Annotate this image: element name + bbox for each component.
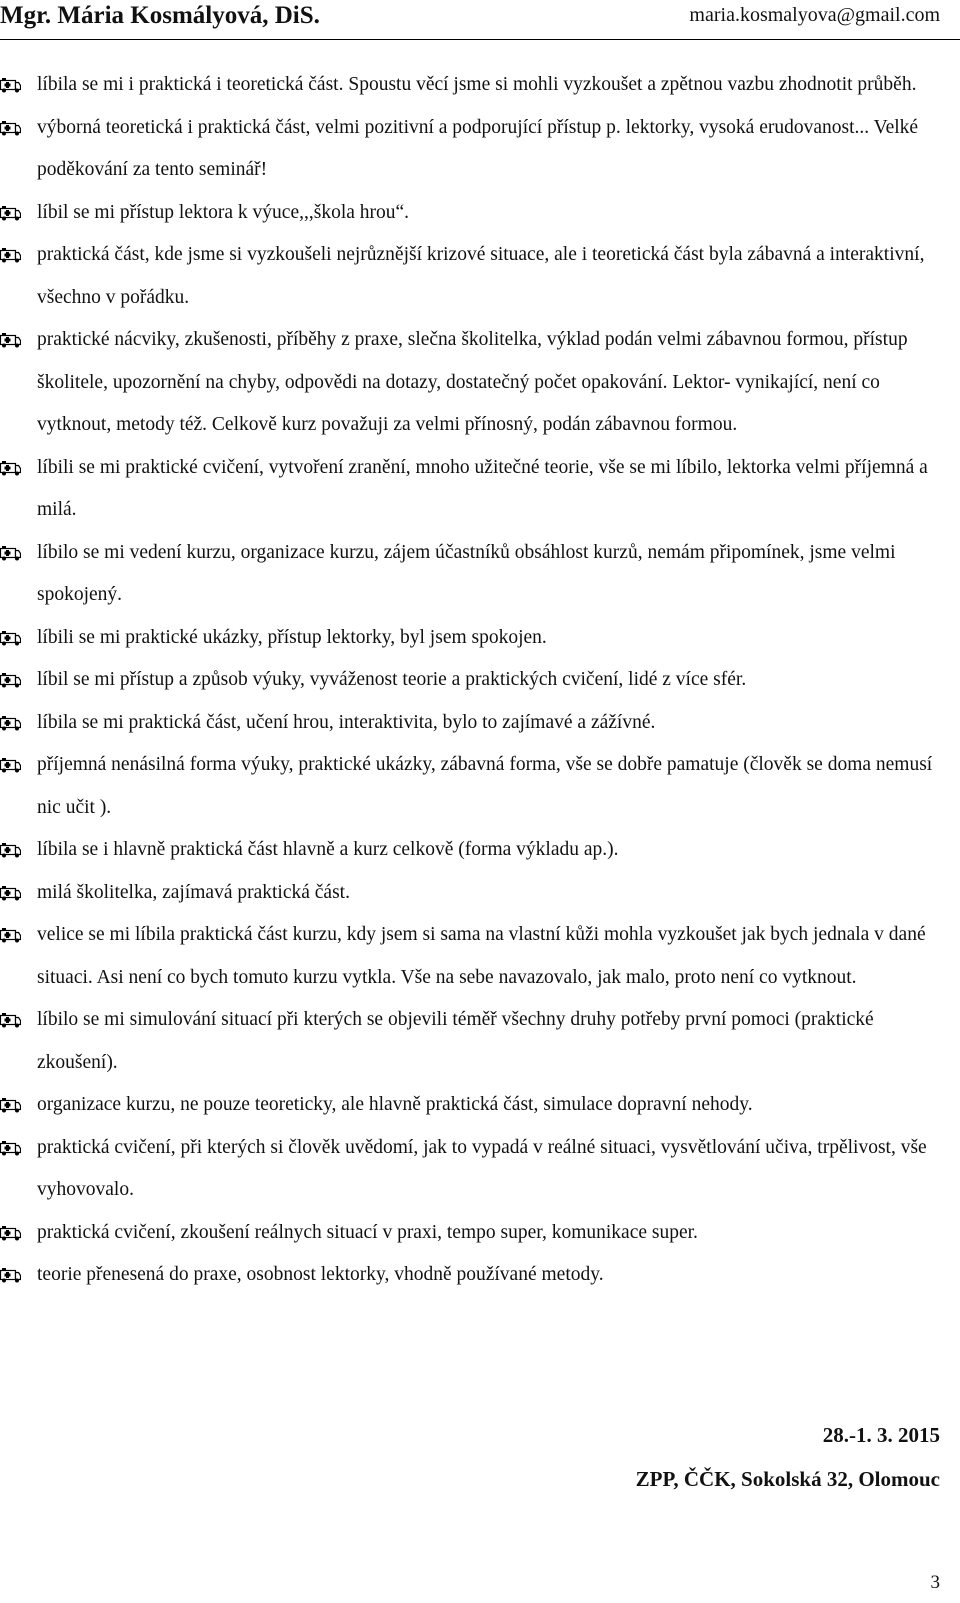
- feedback-text: praktická cvičení, při kterých si člověk uvědomí, jak to vypadá v reálné situaci, vysvětlování učiva, trpělivost, vše vyhovovalo.: [37, 1136, 927, 1200]
- ambulance-icon: [0, 842, 21, 858]
- feedback-item: [0, 829, 945, 872]
- ambulance-icon: [0, 77, 21, 93]
- ambulance-icon: [0, 545, 21, 561]
- ambulance-icon: [0, 672, 21, 688]
- feedback-text: milá školitelka, zajímavá praktická část.: [37, 881, 350, 903]
- ambulance-icon: [0, 460, 21, 476]
- ambulance-icon: [0, 1225, 21, 1241]
- feedback-item: [0, 107, 945, 192]
- feedback-item: [0, 319, 945, 447]
- ambulance-icon: [0, 1140, 21, 1156]
- feedback-text: velice se mi líbila praktická část kurzu, kdy jsem si sama na vlastní kůži mohla vyzkoušet jak bych jednala v dané situaci. Asi není co bych tomuto kurzu vytkla. Vše na sebe navazovalo, jak malo, proto není co vytknout.: [37, 924, 926, 988]
- feedback-item: [0, 872, 945, 915]
- feedback-text: teorie přenesená do praxe, osobnost lektorky, vhodně používané metody.: [37, 1264, 604, 1285]
- feedback-item: [0, 744, 945, 829]
- feedback-text: organizace kurzu, ne pouze teoreticky, ale hlavně praktická část, simulace dopravní nehody.: [37, 1094, 753, 1115]
- ambulance-icon: [0, 757, 21, 773]
- feedback-text: praktické nácviky, zkušenosti, příběhy z praxe, slečna školitelka, výklad podán velmi zábavnou formou, přístup školitele, upozornění na chyby, odpovědi na dotazy, dostatečný počet opakování. Lektor- vynikající, není co vytknout, metody též. Celkově kurz považuji za velmi přínosný, podán zábavnou formou.: [37, 329, 908, 435]
- feedback-text: líbil se mi přístup a způsob výuky, vyváženost teorie a praktických cvičení, lidé z více sfér.: [37, 669, 747, 690]
- feedback-text: praktická cvičení, zkoušení reálnych situací v praxi, tempo super, komunikace super.: [37, 1221, 698, 1243]
- author-email: maria.kosmalyova@gmail.com: [689, 4, 940, 26]
- ambulance-icon: [0, 1267, 21, 1283]
- feedback-item: [0, 1212, 945, 1255]
- feedback-list: [0, 64, 945, 1297]
- feedback-item: [0, 1254, 945, 1297]
- feedback-text: výborná teoretická i praktická část, velmi pozitivní a podporující přístup p. lektorky, vysoká erudovanost... Velké poděkování za tento seminář!: [37, 116, 919, 180]
- ambulance-icon: [0, 332, 21, 348]
- feedback-text: líbil se mi přístup lektora k výuce,,,škola hrou“.: [37, 201, 410, 223]
- feedback-text: líbili se mi praktické cvičení, vytvoření zranění, mnoho užitečné teorie, vše se mi líbilo, lektorka velmi příjemná a milá.: [37, 456, 928, 520]
- ambulance-icon: [0, 247, 21, 263]
- feedback-text: líbila se mi praktická část, učení hrou, interaktivita, bylo to zajímavé a zážívné.: [37, 711, 656, 733]
- feedback-item: [0, 64, 945, 107]
- feedback-item: [0, 914, 945, 999]
- course-date: 28.-1. 3. 2015: [822, 1423, 940, 1447]
- feedback-text: líbilo se mi vedení kurzu, organizace kurzu, zájem účastníků obsáhlost kurzů, nemám připomínek, jsme velmi spokojený.: [37, 541, 896, 605]
- feedback-text: líbilo se mi simulování situací při kterých se objevili téměř všechny druhy potřeby první pomoci (praktické zkoušení).: [37, 1009, 874, 1073]
- page-header: [0, 0, 960, 40]
- ambulance-icon: [0, 1097, 21, 1113]
- feedback-text: líbili se mi praktické ukázky, přístup lektorky, byl jsem spokojen.: [37, 626, 547, 648]
- feedback-text: příjemná nenásilná forma výuky, praktické ukázky, zábavná forma, vše se dobře pamatuje (člověk se doma nemusí nic učit ).: [37, 754, 933, 818]
- ambulance-icon: [0, 715, 21, 731]
- ambulance-icon: [0, 885, 21, 901]
- feedback-item: [0, 617, 945, 660]
- ambulance-icon: [0, 1012, 21, 1028]
- feedback-item: [0, 702, 945, 745]
- feedback-text: praktická část, kde jsme si vyzkoušeli nejrůznější krizové situace, ale i teoretická část byla zábavná a interaktivní, všechno v pořádku.: [37, 244, 925, 308]
- course-location: ZPP, ČČK, Sokolská 32, Olomouc: [635, 1467, 940, 1491]
- feedback-text: líbila se mi i praktická i teoretická část. Spoustu věcí jsme si mohli vyzkoušet a zpětnou vazbu zhodnotit průběh.: [37, 74, 917, 95]
- feedback-text: líbila se i hlavně praktická část hlavně a kurz celkově (forma výkladu ap.).: [37, 839, 619, 860]
- ambulance-icon: [0, 630, 21, 646]
- feedback-item: [0, 1084, 945, 1127]
- feedback-item: [0, 447, 945, 532]
- feedback-item: [0, 532, 945, 617]
- feedback-item: [0, 1127, 945, 1212]
- feedback-item: [0, 192, 945, 235]
- feedback-item: [0, 659, 945, 702]
- ambulance-icon: [0, 205, 21, 221]
- ambulance-icon: [0, 120, 21, 136]
- author-name: Mgr. Mária Kosmályová, DiS.: [0, 2, 320, 29]
- feedback-item: [0, 999, 945, 1084]
- ambulance-icon: [0, 927, 21, 943]
- page-number: 3: [930, 1572, 940, 1593]
- feedback-item: [0, 234, 945, 319]
